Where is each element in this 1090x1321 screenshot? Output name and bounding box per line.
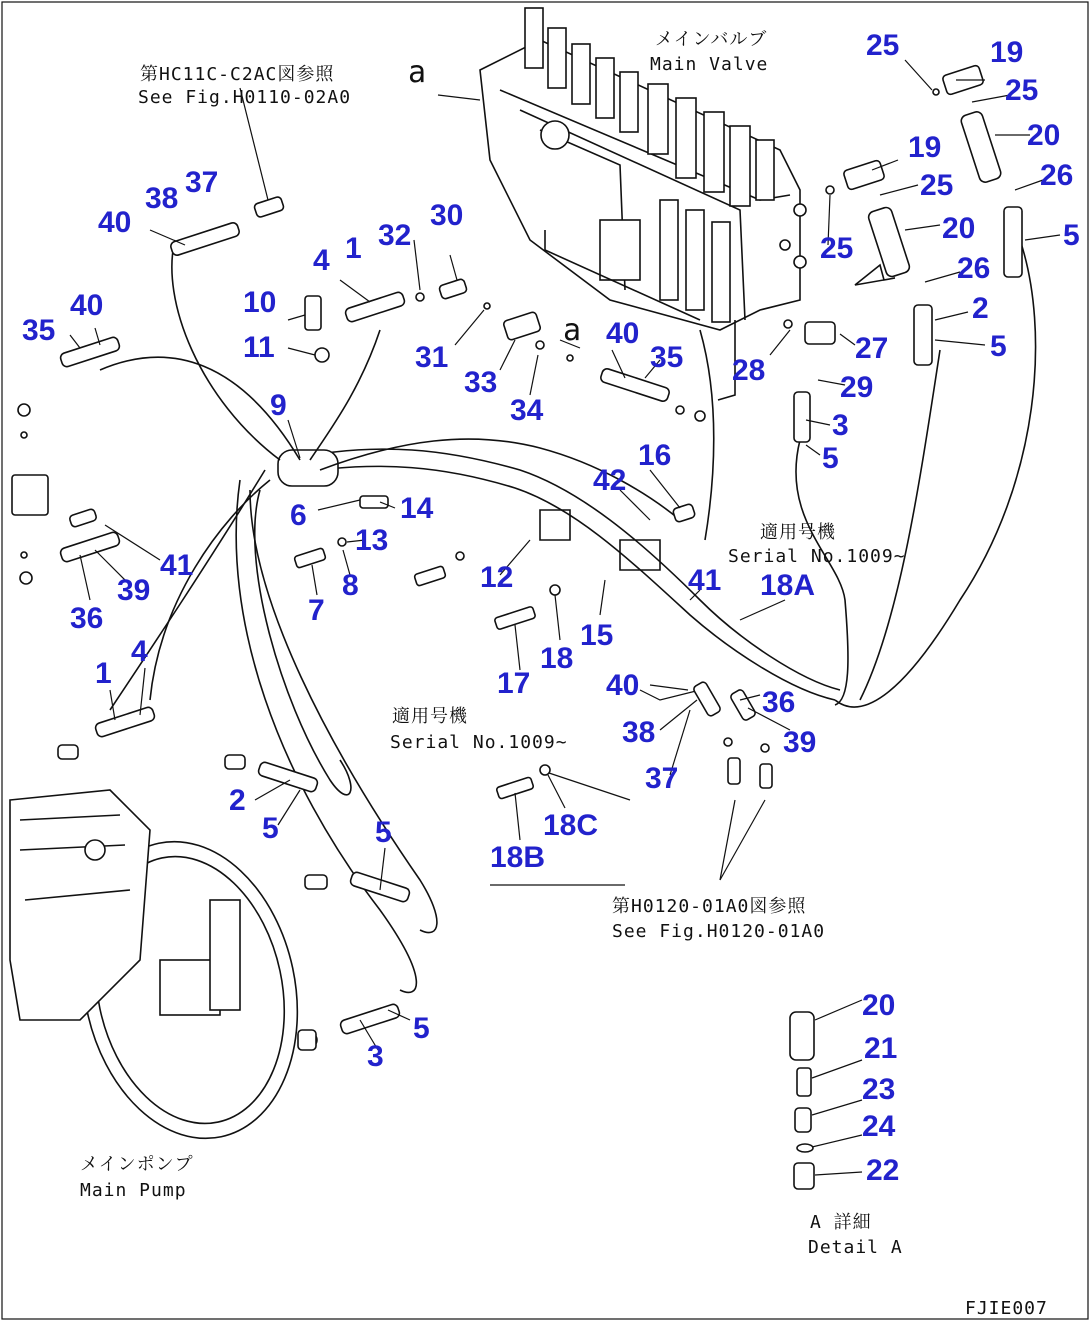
callout-7: 7 [308,594,325,627]
callout-21: 21 [864,1032,898,1065]
callout-16: 16 [638,439,672,472]
callout-40: 40 [606,317,640,350]
main-pump-label-jp: メインポンプ [80,1154,194,1175]
callout-40: 40 [98,206,132,239]
callout-13: 13 [355,524,389,557]
callout-1: 1 [95,657,112,690]
callout-20: 20 [862,989,896,1022]
callout-5: 5 [262,812,279,845]
callout-35: 35 [22,314,56,347]
callout-20: 20 [942,212,976,245]
serial-note-en: Serial No.1009~ [390,732,568,753]
detail-a-label-jp: A 詳細 [810,1212,872,1233]
callout-36: 36 [762,686,796,719]
reference-note-en: See Fig.H0110-02A0 [138,87,352,108]
callout-29: 29 [840,371,874,404]
callout-23: 23 [862,1073,896,1106]
callout-18C: 18C [543,809,599,842]
drawing-code: FJIE007 [965,1298,1048,1319]
callout-9: 9 [270,389,287,422]
main-valve-label-en: Main Valve [650,54,769,75]
callout-27: 27 [855,332,889,365]
callout-31: 31 [415,341,449,374]
serial-note-jp: 適用号機 [760,522,836,543]
callout-32: 32 [378,219,412,252]
callout-40: 40 [606,669,640,702]
callout-4: 4 [131,635,148,668]
callout-41: 41 [160,549,194,582]
view-letter-a: a [408,55,427,90]
callout-11: 11 [243,331,275,364]
callout-25: 25 [820,232,854,265]
callout-3: 3 [832,409,849,442]
callout-40: 40 [70,289,104,322]
detail-a-label-en: Detail A [808,1237,903,1258]
callout-18A: 18A [760,569,816,602]
callout-5: 5 [413,1012,430,1045]
callout-30: 30 [430,199,464,232]
callout-26: 26 [1040,159,1074,192]
callout-5: 5 [822,442,839,475]
callout-12: 12 [480,561,514,594]
callout-42: 42 [593,464,627,497]
callout-2: 2 [972,292,989,325]
callout-20: 20 [1027,119,1061,152]
callout-1: 1 [345,232,362,265]
callout-24: 24 [862,1110,896,1143]
callout-3: 3 [367,1040,384,1073]
callout-22: 22 [866,1154,900,1187]
callout-18B: 18B [490,841,546,874]
callout-15: 15 [580,619,614,652]
main-valve-label-jp: メインバルブ [655,29,768,50]
callout-2: 2 [229,784,246,817]
callout-39: 39 [783,726,817,759]
callout-28: 28 [732,354,766,387]
callout-26: 26 [957,252,991,285]
callout-25: 25 [866,29,900,62]
callout-33: 33 [464,366,498,399]
callout-5: 5 [990,330,1007,363]
callout-19: 19 [908,131,942,164]
reference-note-jp: 第HC11C-C2AC図参照 [140,64,335,85]
callout-37: 37 [185,166,219,199]
callout-5: 5 [1063,219,1080,252]
callout-35: 35 [650,341,684,374]
reference-note-en: See Fig.H0120-01A0 [612,921,826,942]
callout-17: 17 [497,667,531,700]
callout-41: 41 [688,564,722,597]
main-pump-drawing [10,790,324,1159]
callout-4: 4 [313,244,330,277]
callout-18: 18 [540,642,574,675]
serial-note-jp: 適用号機 [392,706,468,727]
callout-34: 34 [510,394,544,427]
callout-14: 14 [400,492,434,525]
callout-38: 38 [622,716,656,749]
view-letter-a: a [563,313,582,348]
callout-25: 25 [920,169,954,202]
callout-6: 6 [290,499,307,532]
callout-38: 38 [145,182,179,215]
callout-10: 10 [243,286,277,319]
main-pump-label-en: Main Pump [80,1180,187,1201]
reference-note-jp: 第H0120-01A0図参照 [612,896,807,917]
callout-37: 37 [645,762,679,795]
callout-36: 36 [70,602,104,635]
callout-19: 19 [990,36,1024,69]
serial-note-en: Serial No.1009~ [728,546,906,567]
callout-25: 25 [1005,74,1039,107]
callout-8: 8 [342,569,359,602]
callout-5: 5 [375,816,392,849]
callout-39: 39 [117,574,151,607]
